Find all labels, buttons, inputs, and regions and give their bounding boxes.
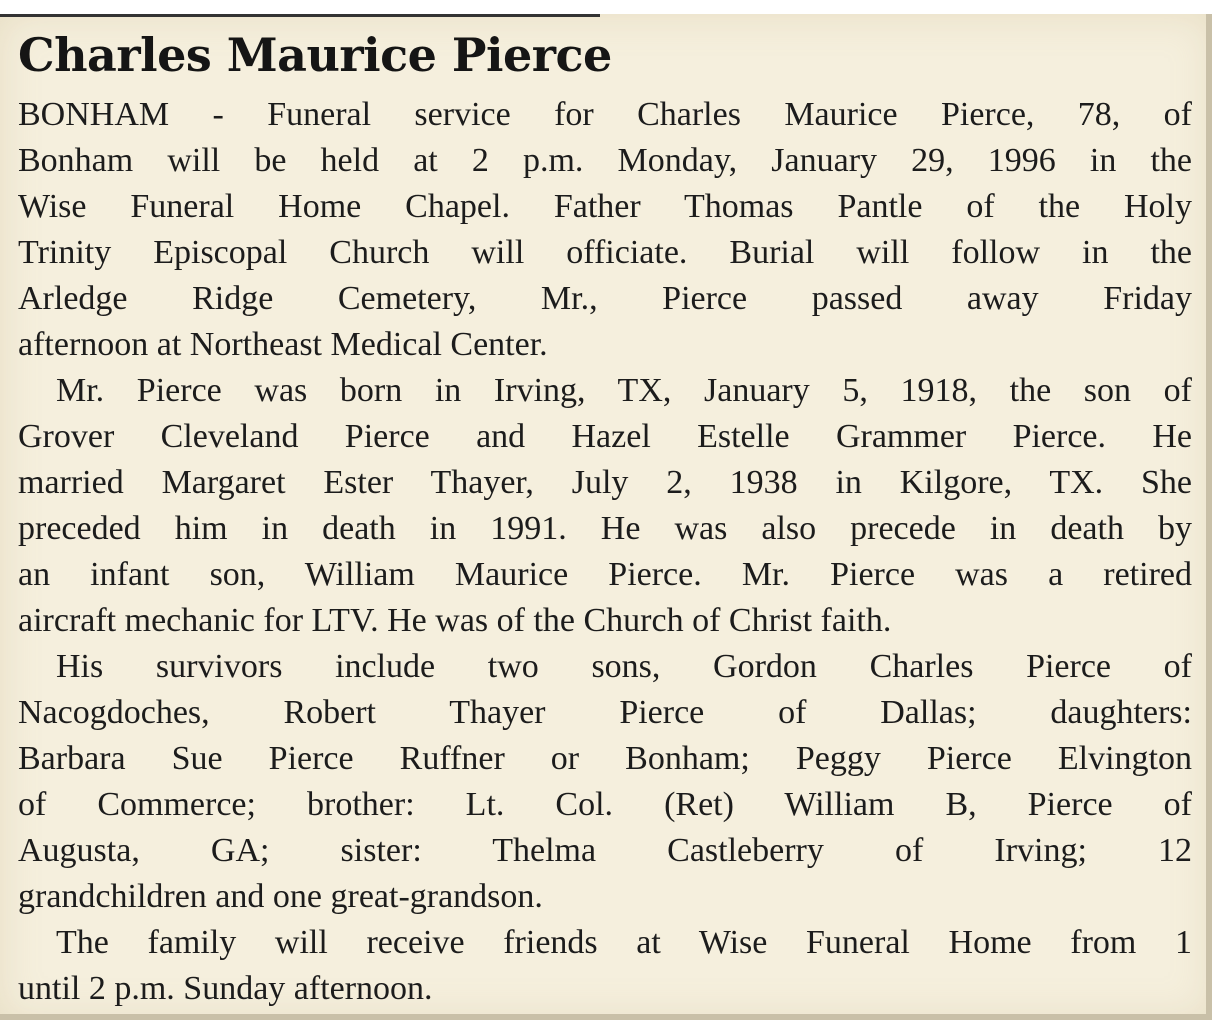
- paragraph-funeral-service: [18, 92, 1192, 368]
- text-line: His survivors include two sons, Gordon Charles Pierce of: [56, 648, 1192, 685]
- paragraph-visitation: [18, 920, 1192, 1012]
- top-rule: [0, 14, 600, 17]
- paper-edge-right: [1206, 14, 1212, 1020]
- text-line: preceded him in death in 1991. He was also precede in death by: [18, 510, 1192, 547]
- text-line: grandchildren and one great-grandson.: [18, 878, 543, 915]
- text-line: Arledge Ridge Cemetery, Mr., Pierce passed away Friday: [18, 280, 1192, 317]
- text-line: until 2 p.m. Sunday afternoon.: [18, 970, 433, 1007]
- text-line: of Commerce; brother: Lt. Col. (Ret) William B, Pierce of: [18, 786, 1192, 823]
- text-line: Wise Funeral Home Chapel. Father Thomas Pantle of the Holy: [18, 188, 1192, 225]
- text-line: afternoon at Northeast Medical Center.: [18, 326, 548, 363]
- text-line: BONHAM - Funeral service for Charles Maurice Pierce, 78, of: [18, 96, 1192, 133]
- newspaper-clipping: [0, 14, 1212, 1020]
- text-line: Bonham will be held at 2 p.m. Monday, January 29, 1996 in the: [18, 142, 1192, 179]
- text-line: aircraft mechanic for LTV. He was of the Church of Christ faith.: [18, 602, 892, 639]
- text-line: an infant son, William Maurice Pierce. Mr. Pierce was a retired: [18, 556, 1192, 593]
- obituary-body: [18, 92, 1192, 1012]
- text-line: married Margaret Ester Thayer, July 2, 1938 in Kilgore, TX. She: [18, 464, 1192, 501]
- text-line: Grover Cleveland Pierce and Hazel Estelle Grammer Pierce. He: [18, 418, 1192, 455]
- text-line: Mr. Pierce was born in Irving, TX, January 5, 1918, the son of: [56, 372, 1192, 409]
- paper-edge-bottom: [0, 1014, 1212, 1020]
- text-line: The family will receive friends at Wise Funeral Home from 1: [56, 924, 1192, 961]
- text-line: Nacogdoches, Robert Thayer Pierce of Dallas; daughters:: [18, 694, 1192, 731]
- text-line: Augusta, GA; sister: Thelma Castleberry of Irving; 12: [18, 832, 1192, 869]
- text-line: Trinity Episcopal Church will officiate. Burial will follow in the: [18, 234, 1192, 271]
- text-line: Barbara Sue Pierce Ruffner or Bonham; Peggy Pierce Elvington: [18, 740, 1192, 777]
- obituary-headline: Charles Maurice Pierce: [18, 28, 612, 82]
- paragraph-survivors: [18, 644, 1192, 920]
- paragraph-biography: [18, 368, 1192, 644]
